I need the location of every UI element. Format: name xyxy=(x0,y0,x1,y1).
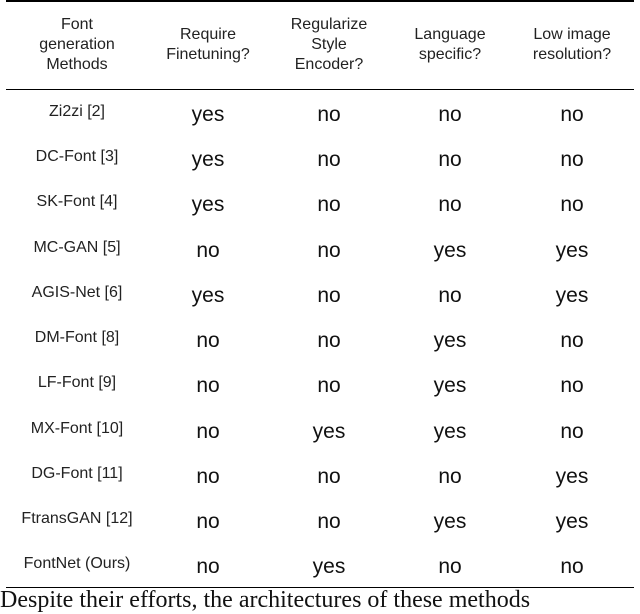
method-name: FtransGAN [12] xyxy=(21,510,133,528)
cell-require-finetuning: yes xyxy=(191,283,225,307)
header-require-finetuning: Require Finetuning? xyxy=(166,26,250,64)
cell-low-image-resolution: yes xyxy=(555,238,589,262)
cell-language-specific: yes xyxy=(433,419,467,443)
cell-require-finetuning: yes xyxy=(191,102,225,126)
table-row xyxy=(6,225,634,270)
cell-require-finetuning: no xyxy=(196,419,220,443)
cell-regularize-style-encoder: no xyxy=(317,283,341,307)
method-name: AGIS-Net [6] xyxy=(31,283,123,301)
cell-low-image-resolution: no xyxy=(560,193,584,217)
table-row xyxy=(6,542,634,587)
cell-low-image-resolution: no xyxy=(560,419,584,443)
method-name: DM-Font [8] xyxy=(34,329,120,347)
header-methods: Font generation Methods xyxy=(39,16,115,74)
cell-low-image-resolution: yes xyxy=(555,510,589,534)
cell-regularize-style-encoder: yes xyxy=(312,555,346,579)
cell-regularize-style-encoder: no xyxy=(317,238,341,262)
cell-language-specific: yes xyxy=(433,329,467,353)
method-name: LF-Font [9] xyxy=(37,374,117,392)
cell-low-image-resolution: yes xyxy=(555,465,589,489)
cell-low-image-resolution: no xyxy=(560,329,584,353)
table-row xyxy=(6,134,634,179)
cell-low-image-resolution: no xyxy=(560,147,584,171)
method-name: MC-GAN [5] xyxy=(33,238,121,256)
header-language-specific: Language specific? xyxy=(414,26,486,64)
cell-language-specific: no xyxy=(438,465,462,489)
cell-require-finetuning: yes xyxy=(191,193,225,217)
cell-require-finetuning: no xyxy=(196,329,220,353)
cell-require-finetuning: no xyxy=(196,510,220,534)
cell-regularize-style-encoder: no xyxy=(317,465,341,489)
cell-language-specific: no xyxy=(438,555,462,579)
cell-regularize-style-encoder: no xyxy=(317,374,341,398)
table-row xyxy=(6,497,634,542)
comparison-table xyxy=(6,0,634,588)
cell-language-specific: no xyxy=(438,147,462,171)
cell-low-image-resolution: no xyxy=(560,374,584,398)
cell-require-finetuning: no xyxy=(196,465,220,489)
method-name: Zi2zi [2] xyxy=(48,102,105,120)
table-row xyxy=(6,451,634,496)
method-name: DG-Font [11] xyxy=(31,465,123,483)
method-name: FontNet (Ours) xyxy=(23,555,131,573)
cell-require-finetuning: yes xyxy=(191,147,225,171)
cell-language-specific: no xyxy=(438,283,462,307)
header-low-image-resolution: Low image resolution? xyxy=(532,26,612,64)
table-row xyxy=(6,315,634,360)
cell-language-specific: no xyxy=(438,193,462,217)
table-row xyxy=(6,361,634,406)
table-header xyxy=(6,1,634,89)
cell-regularize-style-encoder: no xyxy=(317,193,341,217)
cell-language-specific: no xyxy=(438,102,462,126)
cell-low-image-resolution: no xyxy=(560,555,584,579)
cell-language-specific: yes xyxy=(433,510,467,534)
cell-regularize-style-encoder: no xyxy=(317,147,341,171)
table-row xyxy=(6,180,634,225)
cell-regularize-style-encoder: no xyxy=(317,510,341,534)
cell-require-finetuning: no xyxy=(196,555,220,579)
method-name: DC-Font [3] xyxy=(35,147,119,165)
header-row xyxy=(6,1,634,89)
table-row xyxy=(6,406,634,451)
body-paragraph-partial: Despite their efforts, the architectures of these methods xyxy=(0,587,531,613)
header-regularize-style-encoder: Regularize Style Encoder? xyxy=(290,16,368,74)
cell-regularize-style-encoder: no xyxy=(317,329,341,353)
method-name: SK-Font [4] xyxy=(36,193,118,211)
cell-low-image-resolution: no xyxy=(560,102,584,126)
cell-language-specific: yes xyxy=(433,374,467,398)
table-row xyxy=(6,89,634,134)
cell-require-finetuning: no xyxy=(196,374,220,398)
cell-regularize-style-encoder: no xyxy=(317,102,341,126)
comparison-table-container xyxy=(6,0,634,588)
cell-require-finetuning: no xyxy=(196,238,220,262)
cell-language-specific: yes xyxy=(433,238,467,262)
table-row xyxy=(6,270,634,315)
cell-low-image-resolution: yes xyxy=(555,283,589,307)
cell-regularize-style-encoder: yes xyxy=(312,419,346,443)
table-body xyxy=(6,89,634,587)
method-name: MX-Font [10] xyxy=(30,419,124,437)
